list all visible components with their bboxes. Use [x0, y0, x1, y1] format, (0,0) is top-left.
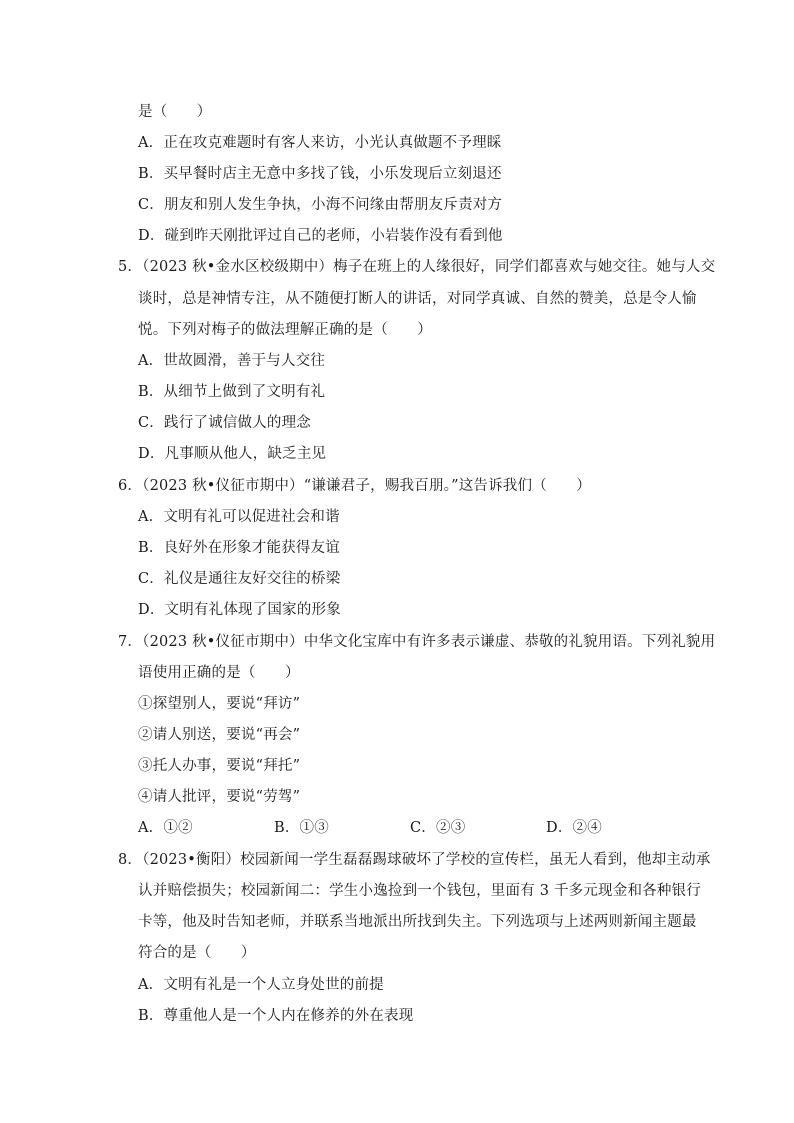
q5-option-d: D．凡事顺从他人，缺乏主见	[138, 446, 327, 462]
q4-option-d: D．碰到昨天刚批评过自己的老师，小岩装作没有看到他	[138, 228, 503, 244]
q8-option-a: A．文明有礼是一个人立身处世的前提	[138, 977, 384, 993]
q7-item-1: ①探望别人，要说“拜访”	[138, 696, 301, 712]
q7-options-row	[138, 818, 698, 838]
q7-item-3: ③托人办事，要说“拜托”	[138, 758, 301, 774]
q7-option-b: B．①③	[274, 820, 329, 836]
q7-option-d: D．②④	[546, 820, 602, 836]
q8-stem-line-1: 8．（2023•衡阳）校园新闻一学生磊磊踢球破坏了学校的宣传栏，虽无人看到，他却主动承	[118, 852, 711, 868]
q8-stem-line-2: 认并赔偿损失；校园新闻二：学生小逸捡到一个钱包，里面有 3 千多元现金和各种银行	[138, 883, 701, 899]
q8-stem-line-3: 卡等，他及时告知老师，并联系当地派出所找到失主。下列选项与上述两则新闻主题最	[138, 914, 697, 930]
q5-option-a: A．世故圆滑，善于与人交往	[138, 353, 326, 369]
q7-stem-line-2: 语使用正确的是（ ）	[138, 665, 300, 681]
q5-option-c: C．践行了诚信做人的理念	[138, 415, 311, 431]
q7-option-c: C．②③	[410, 820, 466, 836]
q8-stem-line-4: 符合的是（ ）	[138, 945, 256, 961]
q7-item-2: ②请人别送，要说“再会”	[138, 727, 301, 743]
q5-stem-line-2: 谈时，总是神情专注，从不随便打断人的讲话，对同学真诚、自然的赞美，总是令人愉	[138, 291, 697, 307]
q6-option-b: B．良好外在形象才能获得友谊	[138, 540, 340, 556]
q4-option-b: B．买早餐时店主无意中多找了钱，小乐发现后立刻退还	[138, 166, 502, 182]
q8-option-b: B．尊重他人是一个人内在修养的外在表现	[138, 1008, 414, 1024]
q7-item-4: ④请人批评，要说“劳驾”	[138, 789, 301, 805]
q5-stem-line-1: 5．（2023 秋•金水区校级期中）梅子在班上的人缘很好，同学们都喜欢与她交往。她与人交	[118, 259, 716, 275]
q6-option-a: A．文明有礼可以促进社会和谐	[138, 509, 340, 525]
q4-option-a: A．正在攻克难题时有客人来访，小光认真做题不予理睬	[138, 135, 502, 151]
q6-stem: 6．（2023 秋•仪征市期中）“谦谦君子，赐我百朋。”这告诉我们（ ）	[118, 478, 592, 494]
q7-option-a: A．①②	[138, 820, 193, 836]
q4-stem-tail: 是（ ）	[138, 104, 212, 120]
q4-option-c: C．朋友和别人发生争执，小海不问缘由帮朋友斥责对方	[138, 197, 503, 213]
q7-stem-line-1: 7．（2023 秋•仪征市期中）中华文化宝库中有许多表示谦虚、恭敬的礼貌用语。下列礼貌用	[118, 634, 716, 650]
q6-option-d: D．文明有礼体现了国家的形象	[138, 602, 341, 618]
q5-stem-line-3: 悦。下列对梅子的做法理解正确的是（ ）	[138, 322, 432, 338]
q5-option-b: B．从细节上做到了文明有礼	[138, 384, 326, 400]
q6-option-c: C．礼仪是通往友好交往的桥梁	[138, 571, 341, 587]
